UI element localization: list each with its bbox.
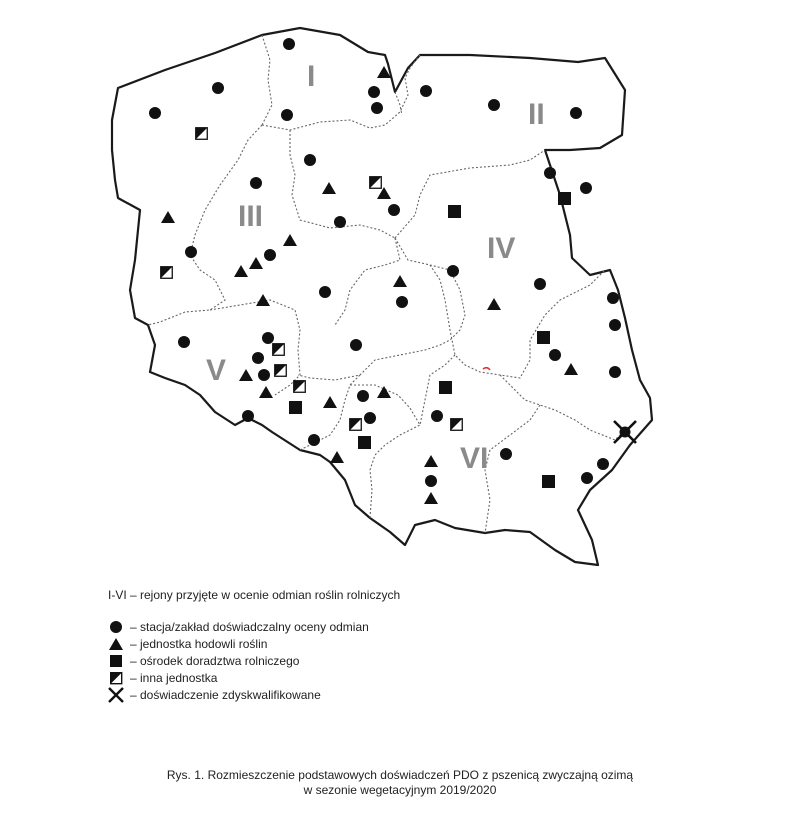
station-marker bbox=[178, 336, 190, 348]
station-marker bbox=[357, 390, 369, 402]
station-marker bbox=[388, 204, 400, 216]
advisory-marker bbox=[289, 401, 302, 414]
cross-icon bbox=[108, 687, 126, 703]
advisory-marker bbox=[542, 475, 555, 488]
legend-item-other bbox=[108, 669, 668, 686]
station-marker bbox=[597, 458, 609, 470]
station-marker bbox=[431, 410, 443, 422]
advisory-marker bbox=[448, 205, 461, 218]
advisory-marker bbox=[439, 381, 452, 394]
station-marker bbox=[283, 38, 295, 50]
other-unit-marker bbox=[294, 381, 306, 393]
station-marker bbox=[609, 319, 621, 331]
region-label-I: I bbox=[307, 60, 316, 93]
half-square-icon bbox=[108, 670, 126, 686]
station-marker bbox=[368, 86, 380, 98]
station-marker bbox=[185, 246, 197, 258]
other-unit-marker bbox=[275, 365, 287, 377]
other-unit-marker bbox=[161, 267, 173, 279]
region-label-II: II bbox=[528, 98, 545, 131]
caption-line-1: Rys. 1. Rozmieszczenie podstawowych doświadczeń PDO z pszenicą zwyczajną ozimą bbox=[166, 768, 634, 782]
region-label-VI: VI bbox=[460, 442, 489, 475]
station-marker bbox=[308, 434, 320, 446]
station-marker bbox=[371, 102, 383, 114]
station-marker bbox=[262, 332, 274, 344]
station-marker bbox=[396, 296, 408, 308]
station-marker bbox=[580, 182, 592, 194]
station-marker bbox=[281, 109, 293, 121]
legend-label: – inna jednostka bbox=[130, 670, 218, 685]
station-marker bbox=[488, 99, 500, 111]
station-marker bbox=[581, 472, 593, 484]
caption-line-2: w sezonie wegetacyjnym 2019/2020 bbox=[303, 783, 497, 797]
other-unit-marker bbox=[350, 419, 362, 431]
advisory-marker bbox=[537, 331, 550, 344]
station-marker bbox=[549, 349, 561, 361]
square-icon bbox=[108, 653, 126, 669]
station-marker bbox=[250, 177, 262, 189]
station-marker bbox=[420, 85, 432, 97]
other-unit-marker bbox=[451, 419, 463, 431]
advisory-marker bbox=[358, 436, 371, 449]
station-marker bbox=[149, 107, 161, 119]
legend-label: – jednostka hodowli roślin bbox=[130, 636, 268, 651]
region-label-III: III bbox=[238, 200, 264, 233]
legend-label: – stacja/zakład doświadczalny oceny odmian bbox=[130, 619, 369, 634]
triangle-icon bbox=[108, 636, 126, 652]
legend-item-advisory bbox=[108, 652, 668, 669]
station-marker bbox=[304, 154, 316, 166]
legend-item-breeding bbox=[108, 635, 668, 652]
region-label-V: V bbox=[206, 354, 227, 387]
station-marker bbox=[350, 339, 362, 351]
station-marker bbox=[364, 412, 376, 424]
other-unit-marker bbox=[370, 177, 382, 189]
legend-note: I-VI – rejony przyjęte w ocenie odmian roślin rolniczych bbox=[108, 588, 401, 602]
legend-item-disqualified bbox=[108, 686, 668, 703]
station-marker bbox=[334, 216, 346, 228]
station-marker bbox=[607, 292, 619, 304]
station-marker bbox=[500, 448, 512, 460]
station-marker bbox=[264, 249, 276, 261]
station-marker bbox=[258, 369, 270, 381]
legend-label: – doświadczenie zdyskwalifikowane bbox=[130, 687, 321, 702]
station-marker bbox=[534, 278, 546, 290]
legend-label: – ośrodek doradztwa rolniczego bbox=[130, 653, 300, 668]
station-marker bbox=[570, 107, 582, 119]
circle-icon bbox=[108, 619, 126, 635]
region-label-IV: IV bbox=[487, 232, 516, 265]
station-marker bbox=[447, 265, 459, 277]
other-unit-marker bbox=[196, 128, 208, 140]
station-marker bbox=[425, 475, 437, 487]
figure-caption bbox=[0, 768, 800, 798]
station-marker bbox=[252, 352, 264, 364]
legend-item-station bbox=[108, 618, 668, 635]
station-marker bbox=[242, 410, 254, 422]
other-unit-marker bbox=[273, 344, 285, 356]
advisory-marker bbox=[558, 192, 571, 205]
station-marker bbox=[212, 82, 224, 94]
station-marker bbox=[319, 286, 331, 298]
station-marker bbox=[609, 366, 621, 378]
station-marker bbox=[544, 167, 556, 179]
legend bbox=[108, 588, 668, 703]
